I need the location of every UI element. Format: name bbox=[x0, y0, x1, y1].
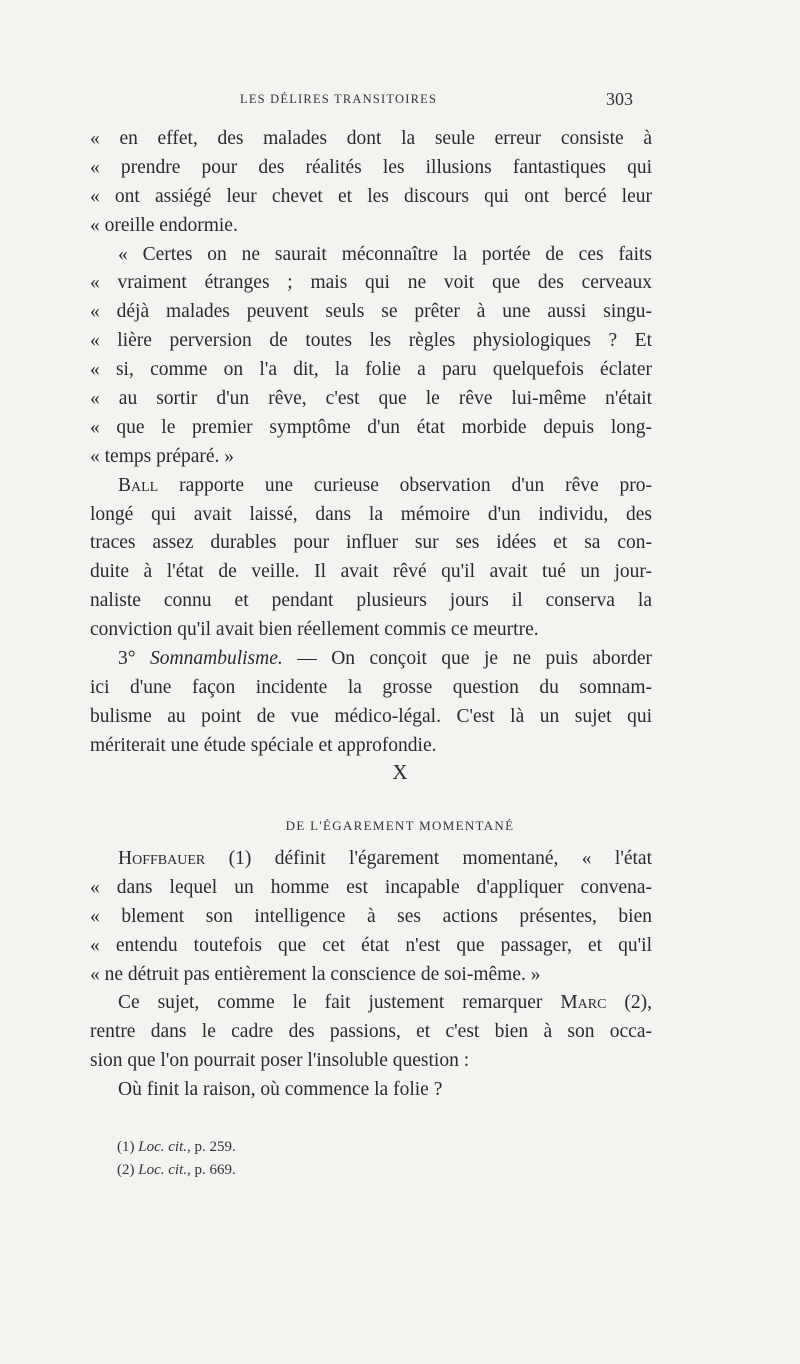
text-line: bulisme au point de vue médico-légal. C'est là un sujet qui bbox=[90, 705, 652, 727]
text-line bbox=[90, 472, 652, 501]
footnote-ref: Loc. cit. bbox=[138, 1162, 187, 1178]
page-number: 303 bbox=[606, 89, 633, 109]
text-line: rentre dans le cadre des passions, et c'est bien à son occa- bbox=[90, 1021, 652, 1043]
text-line: « en effet, des malades dont la seule erreur consiste à bbox=[90, 128, 652, 149]
text-line: « si, comme on l'a dit, la folie a paru quelquefois éclater bbox=[90, 359, 652, 381]
text-fragment: (1) définit l'égarement momentané, « l'état bbox=[205, 848, 652, 869]
text-line: « au sortir d'un rêve, c'est que le rêve lui-même n'était bbox=[90, 388, 652, 410]
text-line: « Certes on ne saurait méconnaître la portée de ces faits bbox=[118, 243, 652, 265]
author-name: Hoffbauer bbox=[118, 848, 206, 869]
text-line: « ont assiégé leur chevet et les discours qui ont bercé leur bbox=[90, 185, 652, 207]
text-line: mériterait une étude spéciale et approfondie. bbox=[90, 734, 437, 756]
text-line: « prendre pour des réalités les illusions fantastiques qui bbox=[90, 156, 652, 178]
item-number: 3° bbox=[118, 648, 151, 670]
footnote bbox=[117, 1136, 236, 1159]
text-line: « oreille endormie. bbox=[90, 214, 238, 236]
section-number: X bbox=[392, 760, 408, 784]
body-text-upper bbox=[90, 125, 652, 761]
author-name: Marc bbox=[560, 992, 607, 1014]
text-line: longé qui avait laissé, dans la mémoire d'un individu, des bbox=[90, 503, 652, 525]
footnote-ref: Loc. cit. bbox=[138, 1139, 187, 1155]
text-line: « que le premier symptôme d'un état morbide depuis long- bbox=[90, 416, 652, 438]
footnote-mark: (2) bbox=[117, 1162, 139, 1178]
footnote-page: , p. 669. bbox=[187, 1162, 236, 1178]
text-line: sion que l'on pourrait poser l'insoluble question : bbox=[90, 1050, 470, 1072]
text-line: Où finit la raison, où commence la folie ? bbox=[118, 1079, 443, 1101]
page-header bbox=[0, 89, 800, 112]
section-title: DE L'ÉGAREMENT MOMENTANÉ bbox=[285, 818, 515, 833]
text-fragment: Ce sujet, comme le fait justement remarquer bbox=[118, 992, 561, 1014]
text-line bbox=[90, 845, 652, 874]
text-line bbox=[90, 645, 652, 674]
text-line: « ne détruit pas entièrement la conscience de soi-même. » bbox=[90, 963, 541, 985]
footnotes bbox=[117, 1136, 236, 1182]
subsection-title: Somnambulisme. bbox=[150, 648, 283, 670]
text-line: naliste connu et pendant plusieurs jours il conserva la bbox=[90, 590, 652, 612]
footnote-mark: (1) bbox=[117, 1139, 139, 1155]
text-line: ici d'une façon incidente la grosse question du somnam- bbox=[90, 676, 652, 698]
text-line: conviction qu'il avait bien réellement commis ce meurtre. bbox=[90, 619, 539, 641]
text-fragment: (2), bbox=[606, 992, 652, 1014]
text-line: traces assez durables pour influer sur ses idées et sa con- bbox=[90, 532, 652, 554]
footnote-page: , p. 259. bbox=[187, 1139, 236, 1155]
body-text-lower bbox=[90, 845, 652, 1105]
text-line: « dans lequel un homme est incapable d'appliquer convena- bbox=[90, 876, 652, 898]
author-name: Ball bbox=[118, 474, 159, 496]
text-line: « entendu toutefois que cet état n'est que passager, et qu'il bbox=[90, 934, 652, 956]
text-fragment: rapporte une curieuse observation d'un rêve pro- bbox=[158, 474, 652, 496]
footnote bbox=[117, 1159, 236, 1182]
text-line: « blement son intelligence à ses actions présentes, bien bbox=[90, 905, 652, 927]
running-title: LES DÉLIRES TRANSITOIRES bbox=[240, 92, 438, 106]
text-line: « temps préparé. » bbox=[90, 445, 235, 467]
text-line: « déjà malades peuvent seuls se prêter à une aussi singu- bbox=[90, 301, 652, 323]
text-line: duite à l'état de veille. Il avait rêvé qu'il avait tué un jour- bbox=[90, 561, 652, 583]
text-line bbox=[90, 989, 652, 1018]
text-line: « lière perversion de toutes les règles physiologiques ? Et bbox=[90, 330, 652, 352]
text-fragment: — On conçoit que je ne puis aborder bbox=[282, 648, 652, 670]
text-line: « vraiment étranges ; mais qui ne voit que des cerveaux bbox=[90, 272, 652, 294]
